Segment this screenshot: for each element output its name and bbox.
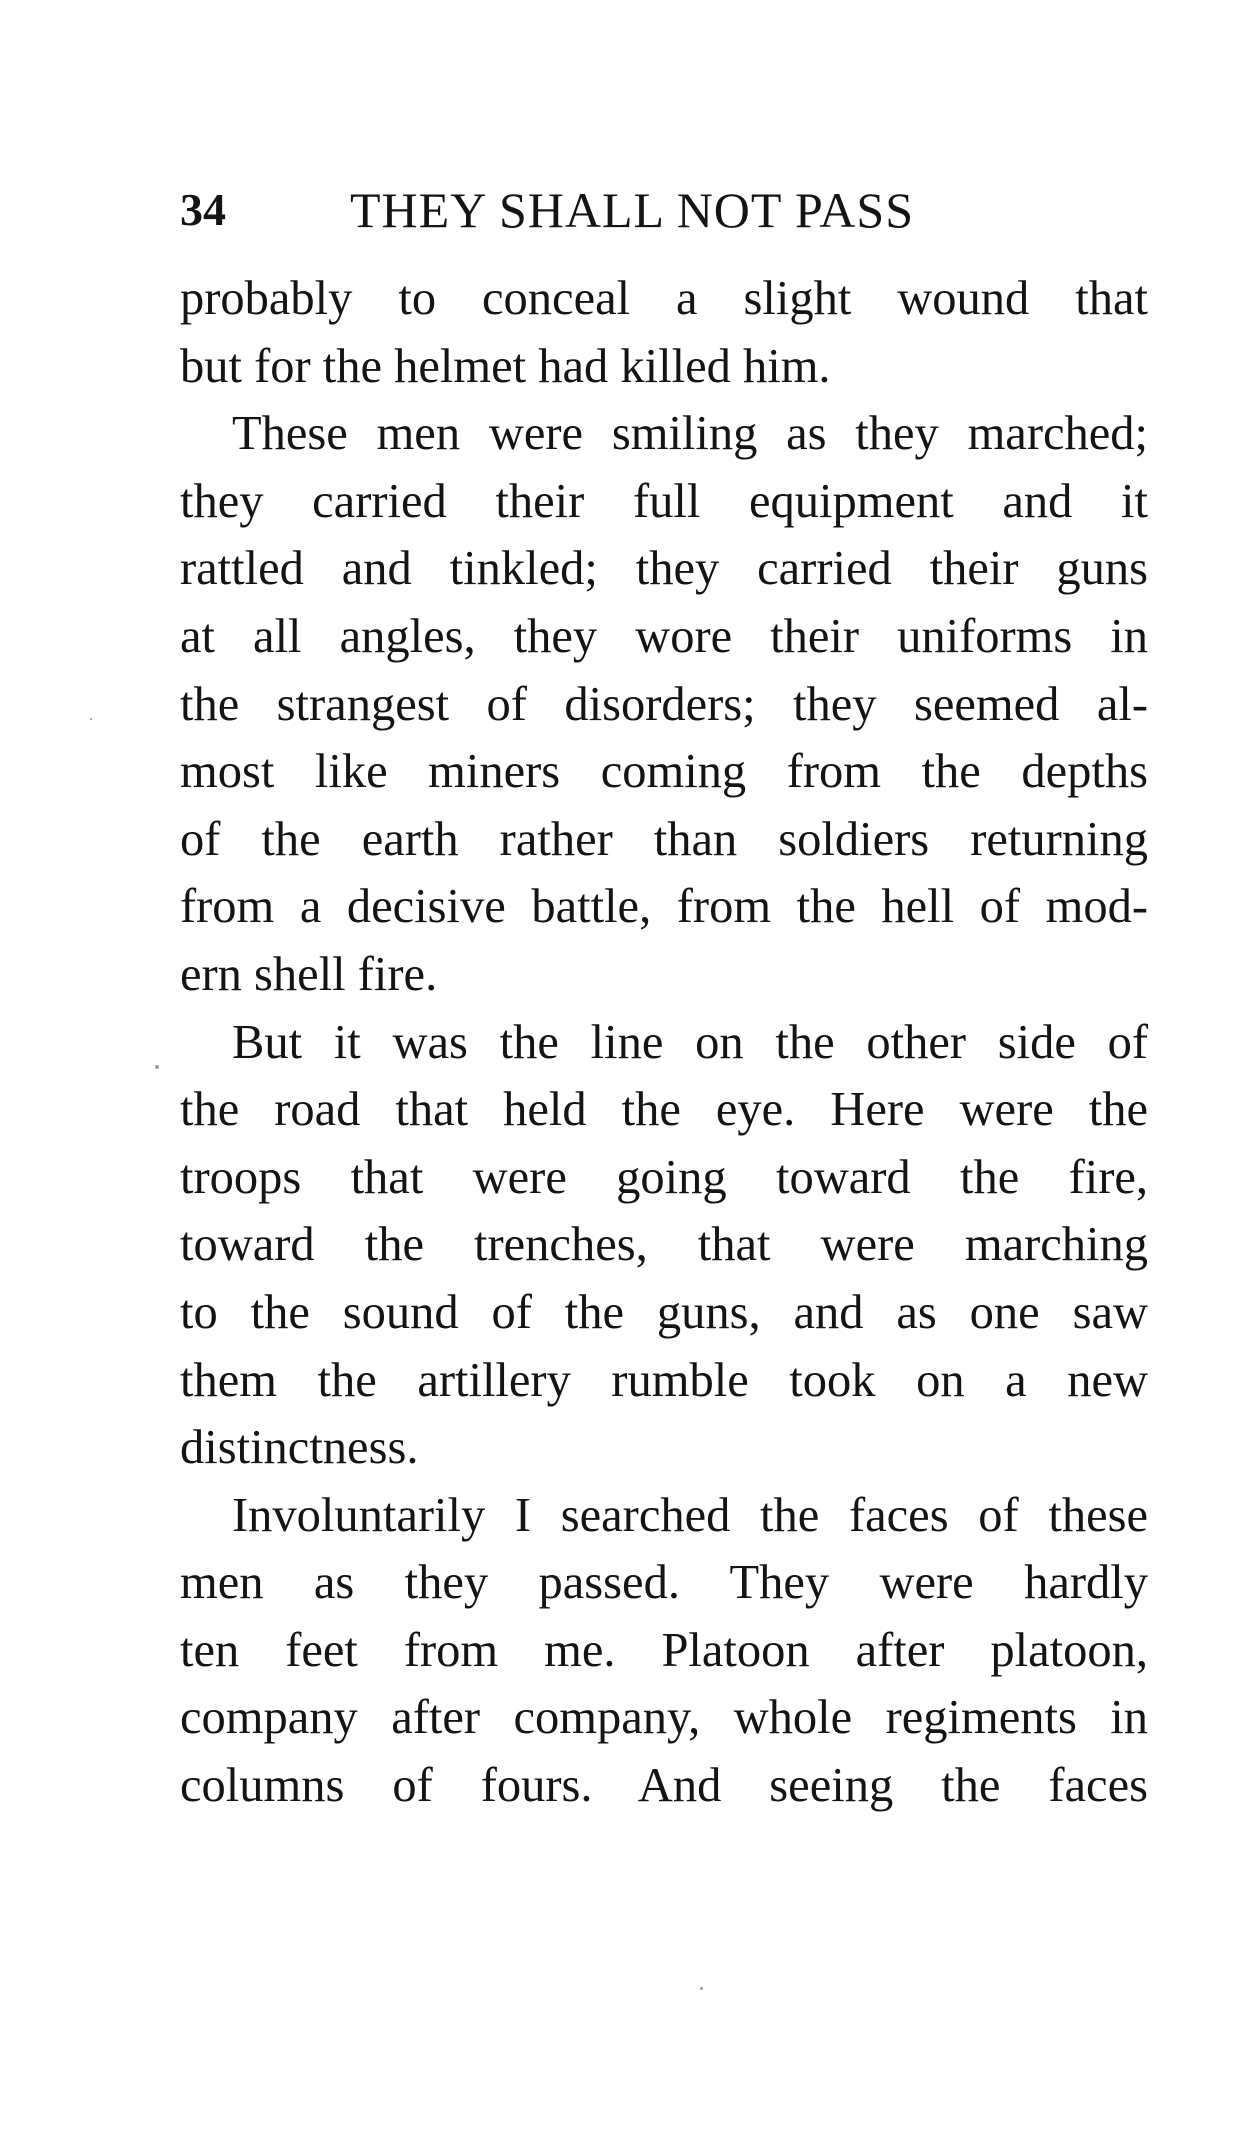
text-line: the road that held the eye. Here were the <box>180 1083 1148 1137</box>
text-line: columns of fours. And seeing the faces <box>180 1759 1148 1813</box>
text-line: distinctness. <box>180 1421 419 1475</box>
text-line: they carried their full equipment and it <box>180 474 1148 528</box>
text-line: but for the helmet had killed him. <box>180 339 831 393</box>
text-line: ern shell fire. <box>180 947 438 1001</box>
paper-speck <box>90 718 92 720</box>
running-title: THEY SHALL NOT PASS <box>350 182 914 238</box>
paragraph <box>180 1009 1148 1482</box>
text-line: company after company, whole regiments in <box>180 1691 1148 1745</box>
text-line: to the sound of the guns, and as one saw <box>180 1285 1148 1339</box>
text-line: of the earth rather than soldiers returning <box>180 812 1148 866</box>
text-line: at all angles, they wore their uniforms in <box>180 609 1148 663</box>
text-line: men as they passed. They were hardly <box>180 1556 1148 1610</box>
paragraph <box>180 1482 1148 1820</box>
running-head <box>180 180 985 240</box>
text-line: toward the trenches, that were marching <box>180 1218 1148 1272</box>
paper-speck <box>700 1987 703 1990</box>
text-line: most like miners coming from the depths <box>180 745 1148 799</box>
text-line: Involuntarily I searched the faces of these <box>232 1488 1148 1542</box>
text-line: These men were smiling as they marched; <box>232 407 1148 461</box>
text-line: rattled and tinkled; they carried their guns <box>180 542 1148 596</box>
page-number: 34 <box>180 184 226 235</box>
text-line: probably to conceal a slight wound that <box>180 272 1148 325</box>
paragraph <box>180 265 1148 400</box>
text-line: from a decisive battle, from the hell of mod- <box>180 880 1148 934</box>
paper-speck <box>155 1065 159 1069</box>
body-text <box>180 265 1148 1820</box>
text-line: ten feet from me. Platoon after platoon, <box>180 1623 1148 1677</box>
text-line: them the artillery rumble took on a new <box>180 1353 1148 1407</box>
text-line: the strangest of disorders; they seemed al- <box>180 677 1148 731</box>
text-line: But it was the line on the other side of <box>232 1015 1148 1069</box>
paragraph <box>180 400 1148 1008</box>
text-line: troops that were going toward the fire, <box>180 1150 1148 1204</box>
